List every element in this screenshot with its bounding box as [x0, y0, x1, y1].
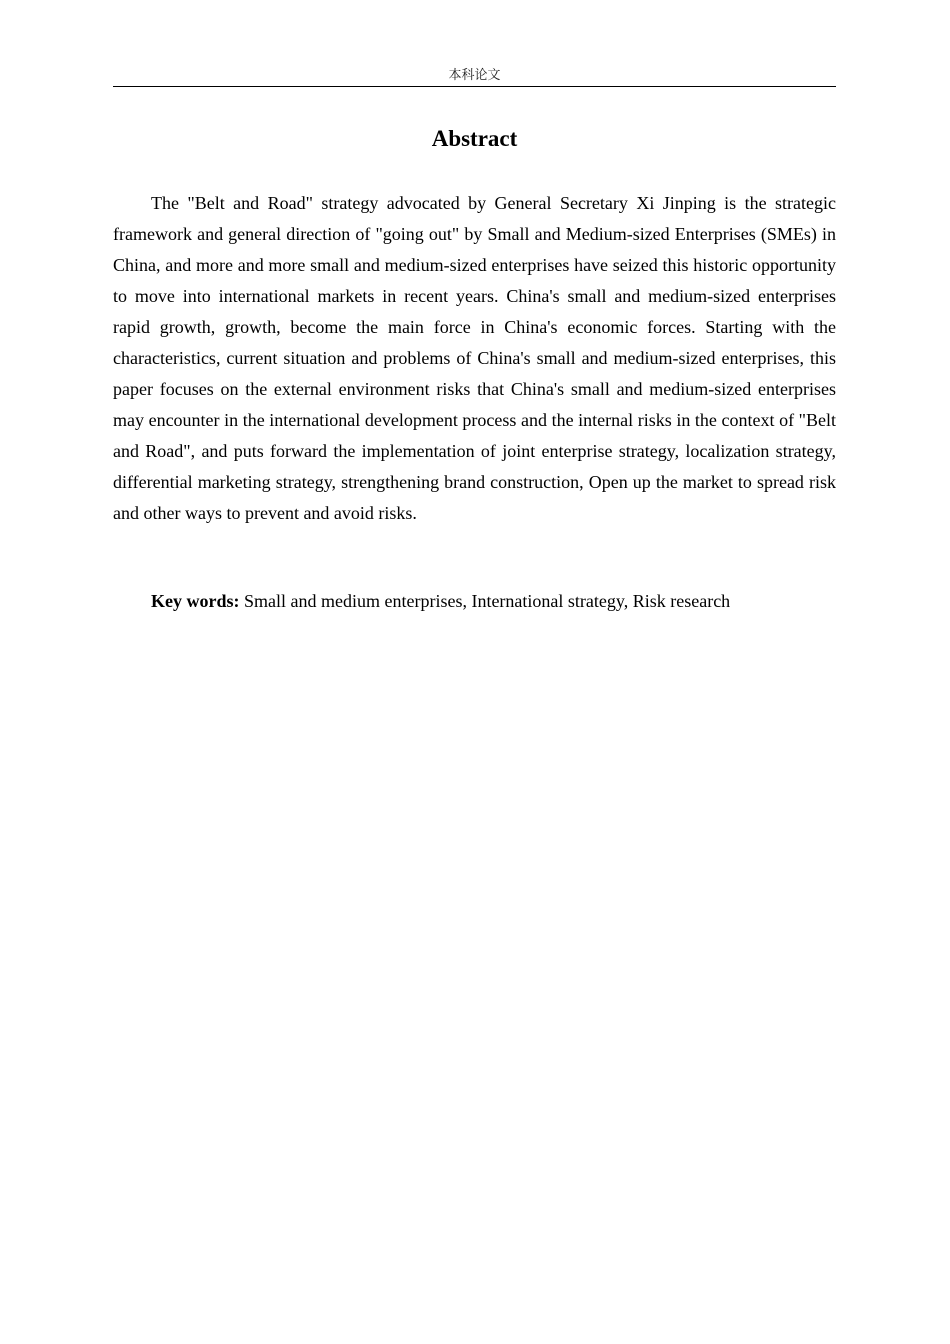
page-header [113, 66, 836, 87]
keywords-line [113, 586, 836, 617]
abstract-title: Abstract [431, 126, 518, 151]
abstract-body: The "Belt and Road" strategy advocated by General Secretary Xi Jinping is the strategic framework and general direction of "going out" by Small and Medium-sized Enterprises (SMEs) in China, and more and more small and medium-sized enterprises have seized this historic opportunity to move into international markets in recent years. China's small and medium-sized enterprises rapid growth, growth, become the main force in China's economic forces. Starting with the characteristics, current situation and problems of China's small and medium-sized enterprises, this paper focuses on the external environment risks that China's small and medium-sized enterprises may encounter in the international development process and the internal risks in the context of "Belt and Road", and puts forward the implementation of joint enterprise strategy, localization strategy, differential marketing strategy, strengthening brand construction, Open up the market to spread risk and other ways to prevent and avoid risks. [113, 193, 836, 523]
keywords-label: Key words: [151, 591, 240, 611]
keywords-text: Small and medium enterprises, International strategy, Risk research [244, 591, 731, 611]
running-title: 本科论文 [448, 68, 501, 83]
